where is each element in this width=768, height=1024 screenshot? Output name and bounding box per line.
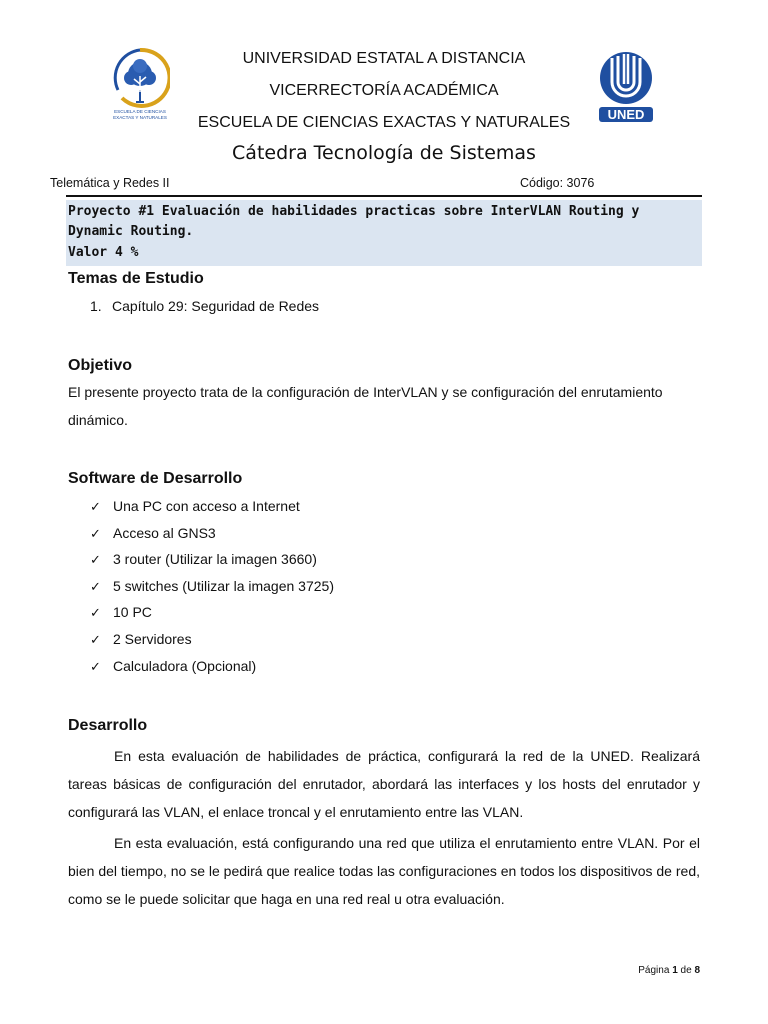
temas-heading: Temas de Estudio xyxy=(68,270,204,287)
checklist-item xyxy=(90,573,334,600)
footer-total-pages: 8 xyxy=(694,965,700,976)
checklist-item xyxy=(90,493,334,520)
catedra-title: Cátedra Tecnología de Sistemas xyxy=(232,142,536,164)
temas-item-number: 1. xyxy=(90,298,102,314)
footer-page-number: 1 xyxy=(672,965,678,976)
checkmark-icon: ✓ xyxy=(90,553,101,569)
footer-prefix: Página xyxy=(638,965,670,976)
checklist-item-text: Una PC con acceso a Internet xyxy=(113,498,300,514)
checklist-item xyxy=(90,626,334,653)
checklist-item-text: Acceso al GNS3 xyxy=(113,524,216,541)
desarrollo-paragraph-1-text: En esta evaluación de habilidades de práctica, configurará la red de la UNED. Realizará tareas básicas de configuración del enrutador, abordará las interfaces y los hosts del enrutador y configurará las VLAN, el enlace troncal y el enrutamiento entre las VLAN. xyxy=(68,748,700,820)
desarrollo-paragraph-2-text: En esta evaluación, está configurando una red que utiliza el enrutamiento entre VLAN. Por el bien del tiempo, no se le pedirá que realice todas las configuraciones en todos los dispositivos de red, como se le puede solicitar que haga en una red real u otra evaluación. xyxy=(68,835,700,907)
page-footer xyxy=(638,965,700,976)
project-banner xyxy=(66,200,702,266)
desarrollo-paragraph-1 xyxy=(68,742,700,826)
checklist-item xyxy=(90,546,334,573)
project-title: Proyecto #1 Evaluación de habilidades practicas sobre InterVLAN Routing y Dynamic Routing. xyxy=(68,204,640,239)
objetivo-heading: Objetivo xyxy=(68,357,133,374)
checklist-item xyxy=(90,599,334,626)
desarrollo-paragraph-2 xyxy=(68,829,700,913)
school-name: ESCUELA DE CIENCIAS EXACTAS Y NATURALES xyxy=(197,114,571,131)
header-divider xyxy=(66,195,702,197)
footer-de: de xyxy=(680,965,692,976)
course-name: Telemática y Redes II xyxy=(50,176,170,190)
checkmark-icon: ✓ xyxy=(90,500,101,515)
project-value: Valor 4 % xyxy=(68,245,139,260)
checklist-item-text: 2 Servidores xyxy=(113,630,192,647)
checklist-item-text: 5 switches (Utilizar la imagen 3725) xyxy=(113,577,334,594)
svg-text:ESCUELA DE CIENCIAS: ESCUELA DE CIENCIAS xyxy=(114,109,166,114)
checklist-item-text: 10 PC xyxy=(113,604,152,621)
vicerrectoria-name: VICERRECTORÍA ACADÉMICA xyxy=(269,82,499,99)
checkmark-icon: ✓ xyxy=(90,526,101,542)
checklist-item-text: Calculadora (Opcional) xyxy=(113,657,257,674)
course-code: Código: 3076 xyxy=(520,176,595,190)
checkmark-icon: ✓ xyxy=(90,579,101,595)
objetivo-text: El presente proyecto trata de la configuración de InterVLAN y se configuración del enrutamiento dinámico. xyxy=(68,384,663,428)
svg-text:EXACTAS Y NATURALES: EXACTAS Y NATURALES xyxy=(113,115,167,120)
university-name: UNIVERSIDAD ESTATAL A DISTANCIA xyxy=(242,50,526,67)
temas-list-item xyxy=(90,298,319,314)
temas-item-text: Capítulo 29: Seguridad de Redes xyxy=(112,298,320,314)
checkmark-icon: ✓ xyxy=(90,659,101,675)
svg-text:UNED: UNED xyxy=(607,107,645,122)
checklist-item-text: 3 router (Utilizar la imagen 3660) xyxy=(113,551,317,568)
software-checklist xyxy=(90,493,334,679)
checkmark-icon: ✓ xyxy=(90,606,101,622)
software-heading: Software de Desarrollo xyxy=(68,470,243,487)
desarrollo-heading: Desarrollo xyxy=(68,717,148,734)
checklist-item xyxy=(90,520,334,547)
checklist-item xyxy=(90,653,334,680)
checkmark-icon: ✓ xyxy=(90,632,101,648)
